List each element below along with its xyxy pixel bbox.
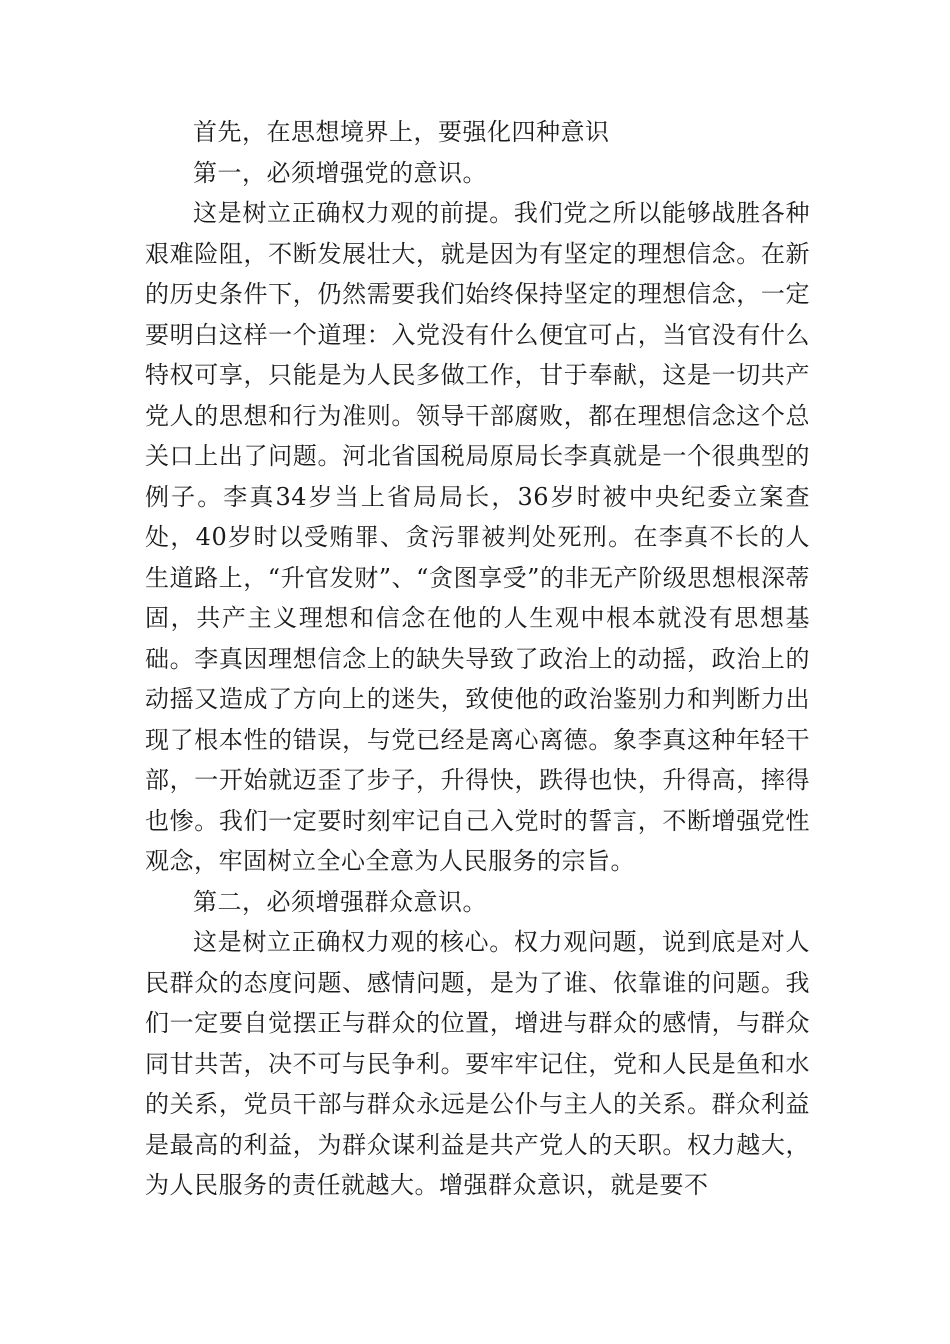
body-paragraph-1: 这是树立正确权力观的前提。我们党之所以能够战胜各种艰难险阻，不断发展壮大，就是因为有坚定的理想信念。在新的历史条件下，仍然需要我们始终保持坚定的理想信念，一定要明白这样一个道理：入党没有什么便宜可占，当官没有什么特权可享，只能是为人民多做工作，甘于奉献，这是一切共产党人的思想和行为准则。领导干部腐败，都在理想信念这个总关口上出了问题。河北省国税局原局长李真就是一个很典型的例子。李真34岁当上省局局长，36岁时被中央纪委立案查处，40岁时以受贿罪、贪污罪被判处死刑。在李真不长的人生道路上，“升官发财”、“贪图享受”的非无产阶级思想根深蒂固，共产主义理想和信念在他的人生观中根本就没有思想基础。李真因理想信念上的缺失导致了政治上的动摇，政治上的动摇又造成了方向上的迷失，致使他的政治鉴别力和判断力出现了根本性的错误，与党已经是离心离德。象李真这种年轻干部，一开始就迈歪了步子，升得快，跌得也快，升得高，摔得也惨。我们一定要时刻牢记自己入党时的誓言，不断增强党性观念，牢固树立全心全意为人民服务的宗旨。 bbox=[145, 199, 810, 875]
section-heading: 首先，在思想境界上，要强化四种意识 bbox=[193, 118, 610, 146]
subsection-heading-2: 第二，必须增强群众意识。 bbox=[193, 887, 487, 916]
body-paragraph-2: 这是树立正确权力观的核心。权力观问题，说到底是对人民群众的态度问题、感情问题，是为了谁、依靠谁的问题。我们一定要自觉摆正与群众的位置，增进与群众的感情，与群众同甘共苦，决不可与民争利。要牢牢记住，党和人民是鱼和水的关系，党员干部与群众永远是公仆与主人的关系。群众利益是最高的利益，为群众谋利益是共产党人的天职。权力越大，为人民服务的责任就越大。增强群众意识，就是要不 bbox=[145, 928, 810, 1199]
subsection-heading-1: 第一，必须增强党的意识。 bbox=[193, 158, 487, 187]
document-body bbox=[145, 112, 810, 1206]
